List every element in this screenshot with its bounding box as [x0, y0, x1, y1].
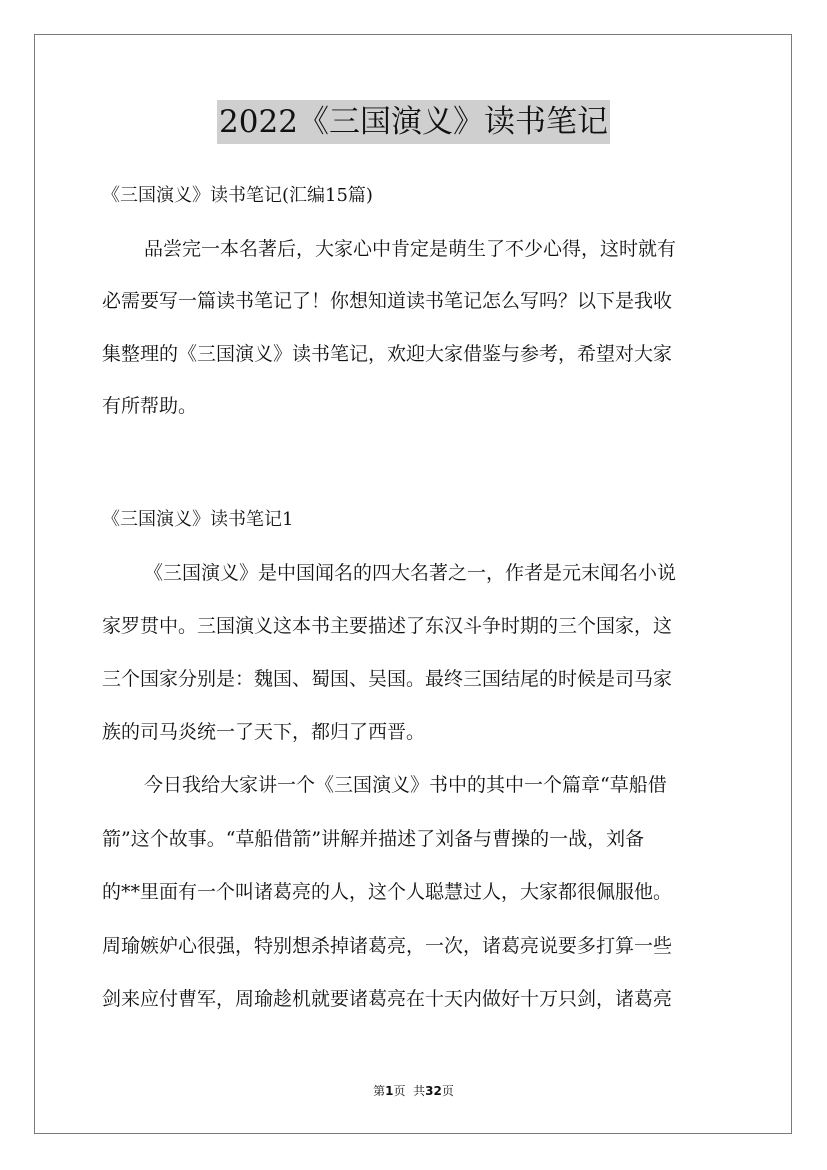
document-title-text: 2022《三国演义》读书笔记: [217, 100, 610, 144]
paragraph-line: 箭”这个故事。“草船借箭”讲解并描述了刘备与曹操的一战，刘备: [102, 828, 645, 850]
total-pages: 32: [425, 1084, 442, 1098]
paragraph-line: 周瑜嫉妒心很强，特别想杀掉诸葛亮，一次，诸葛亮说要多打算一些: [102, 935, 673, 957]
paragraph-line: 剑来应付曹军，周瑜趁机就要诸葛亮在十天内做好十万只剑，诸葛亮: [102, 988, 673, 1010]
page-label-prefix: 第: [373, 1084, 386, 1098]
total-label-prefix: 共: [413, 1084, 426, 1098]
page-footer: [0, 1083, 827, 1099]
document-title: [0, 100, 827, 144]
paragraph-line: 《三国演义》是中国闻名的四大名著之一，作者是元末闻名小说: [144, 562, 677, 584]
paragraph-line: 今日我给大家讲一个《三国演义》书中的其中一个篇章“草船借: [144, 774, 667, 796]
paragraph-line: 的**里面有一个叫诸葛亮的人，这个人聪慧过人，大家都很佩服他。: [102, 881, 673, 903]
paragraph-line: 家罗贯中。三国演义这本书主要描述了东汉斗争时期的三个国家，这: [102, 615, 673, 637]
page-label-suffix: 页: [393, 1084, 406, 1098]
paragraph-line: 族的司马炎统一了天下，都归了西晋。: [102, 721, 426, 743]
paragraph-line: 三个国家分别是：魏国、蜀国、吴国。最终三国结尾的时候是司马家: [102, 668, 673, 690]
intro-line: 集整理的《三国演义》读书笔记，欢迎大家借鉴与参考，希望对大家: [102, 343, 673, 365]
section-heading: 《三国演义》读书笔记1: [102, 509, 294, 530]
intro-line: 品尝完一本名著后，大家心中肯定是萌生了不少心得，这时就有: [144, 238, 677, 260]
intro-line: 必需要写一篇读书笔记了！你想知道读书笔记怎么写吗？以下是我收: [102, 290, 673, 312]
compilation-heading: 《三国演义》读书笔记(汇编15篇): [102, 185, 373, 206]
intro-line: 有所帮助。: [102, 395, 198, 417]
total-label-suffix: 页: [441, 1084, 454, 1098]
page-number: 1: [385, 1084, 394, 1098]
